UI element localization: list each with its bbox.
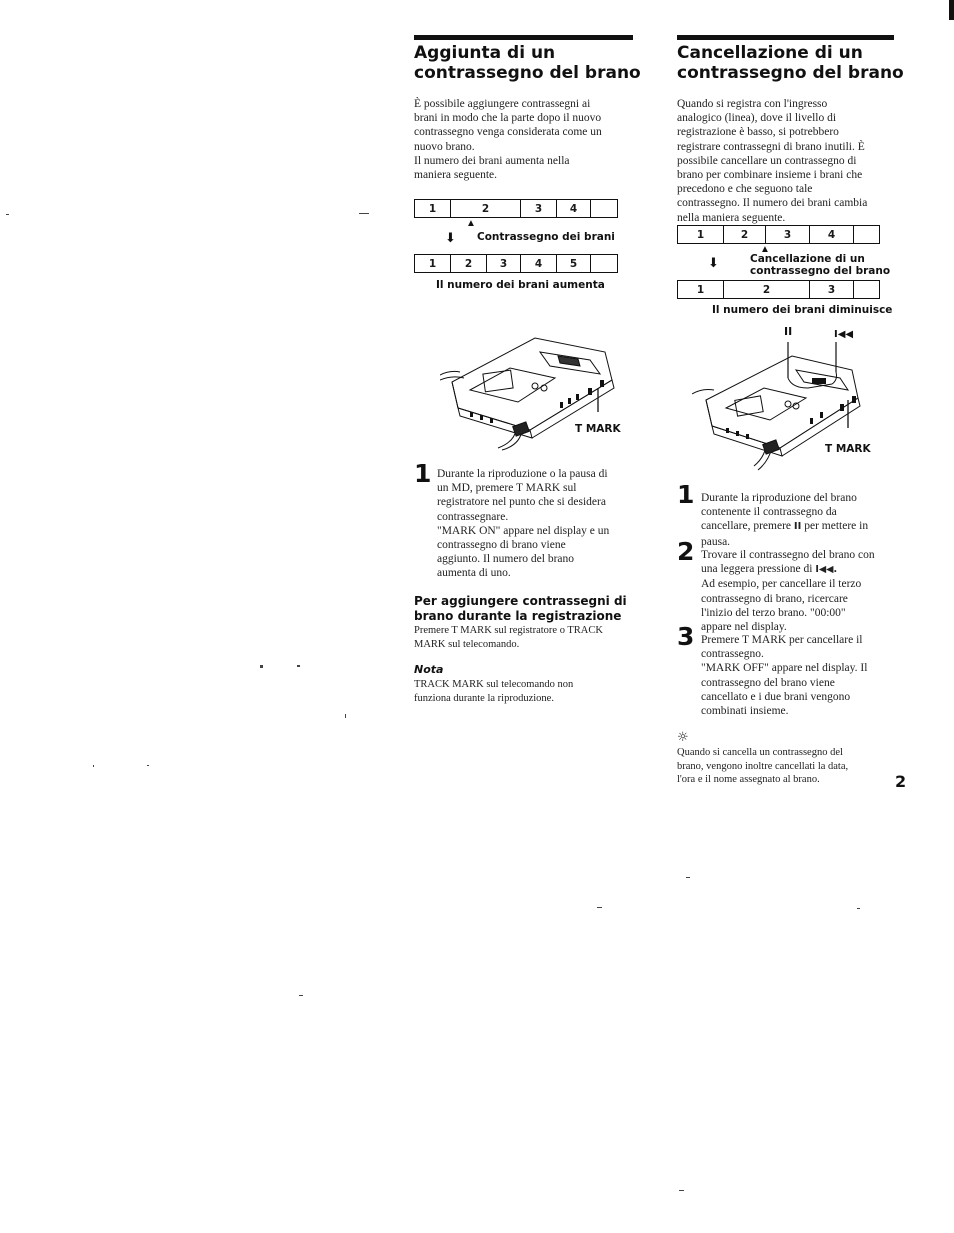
step-line: contrassegno del brano viene [701, 676, 835, 689]
right-tmark-label: T MARK [825, 443, 871, 455]
right-erase-label [750, 253, 890, 277]
left-title-line2: contrassegno del brano [414, 63, 641, 83]
down-arrow-icon: ⬇ [708, 255, 719, 270]
track-cell: 4 [521, 255, 557, 272]
track-cell: 4 [557, 200, 591, 217]
right-intro-line: registrazione è basso, si potrebbero [677, 126, 839, 139]
right-result-label: Il numero dei brani diminuisce [712, 304, 893, 316]
right-intro-line: contrassegno. Il numero dei brani cambia [677, 197, 868, 210]
left-intro [414, 97, 644, 182]
step-line [701, 519, 901, 534]
scan-speck [297, 665, 300, 667]
sub-heading-line: Per aggiungere contrassegni di [414, 594, 627, 608]
track-cell: 2 [451, 200, 521, 217]
step-line: "MARK OFF" appare nel display. Il [701, 662, 868, 675]
track-cell: 2 [724, 281, 810, 298]
md-recorder-illustration [440, 330, 620, 455]
right-track-before [677, 225, 880, 244]
scan-speck [857, 908, 860, 909]
step-line: registratore nel punto che si desidera [437, 496, 606, 509]
left-intro-line: nuovo brano. [414, 140, 475, 153]
step-line: "MARK ON" appare nel display e un [437, 524, 610, 537]
tip-icon: ☼ [677, 730, 689, 745]
step-line: Durante la riproduzione o la pausa di [437, 468, 608, 480]
scan-speck [686, 877, 690, 878]
track-cell: 2 [451, 255, 487, 272]
left-sub-text [414, 624, 644, 651]
step-line: combinati insieme. [701, 705, 789, 718]
track-cell: 1 [415, 255, 451, 272]
left-step1-text [437, 467, 642, 581]
left-tmark-label: T MARK [575, 423, 621, 435]
left-intro-line: Il numero dei brani aumenta nella [414, 154, 570, 167]
track-cell [591, 200, 617, 217]
scan-speck [299, 995, 303, 996]
step-line-part: una leggera pressione di [701, 563, 813, 576]
track-cell: 4 [810, 226, 854, 243]
scan-speck [345, 714, 346, 718]
note-text [414, 678, 644, 705]
left-mark-label: Contrassegno dei brani [477, 231, 615, 243]
step-line: Trovare il contrassegno del brano con [701, 549, 875, 561]
right-step-number: 3 [677, 622, 695, 651]
left-track-after [414, 254, 618, 273]
left-intro-line: brani in modo che la parte dopo il nuovo [414, 112, 602, 125]
step-line: l'inizio del terzo brano. "00:00" [701, 606, 846, 619]
scan-speck [93, 765, 94, 767]
scan-speck [260, 665, 263, 668]
note-line: funziona durante la riproduzione. [414, 692, 554, 704]
track-cell: 3 [810, 281, 854, 298]
left-step-number: 1 [414, 459, 432, 488]
track-cell [854, 226, 879, 243]
scan-speck [597, 907, 602, 908]
track-cell: 5 [557, 255, 591, 272]
erase-label-line: contrassegno del brano [750, 265, 891, 277]
right-intro [677, 97, 907, 225]
right-intro-line: Quando si registra con l'ingresso [677, 98, 828, 110]
left-intro-line: È possibile aggiungere contrassegni ai [414, 98, 591, 110]
left-track-before [414, 199, 618, 218]
pause-button-glyph: II [793, 521, 802, 533]
step-line-part: per mettere in [804, 520, 869, 533]
scan-speck [6, 214, 9, 215]
track-cell: 3 [521, 200, 557, 217]
step-line: contenente il contrassegno da [701, 506, 837, 519]
step-line: un MD, premere T MARK sul [437, 482, 577, 495]
note-line: TRACK MARK sul telecomando non [414, 679, 574, 690]
right-track-after [677, 280, 880, 299]
pause-symbol: II [784, 325, 793, 338]
step-line-part: cancellare, premere [701, 520, 792, 533]
left-result-label: Il numero dei brani aumenta [436, 279, 605, 291]
tip-line: l'ora e il nome assegnato al brano. [677, 774, 820, 785]
right-title-line2: contrassegno del brano [677, 63, 904, 83]
sub-heading-line: brano durante la registrazione [414, 609, 622, 623]
step-line: cancellato e i due brani vengono [701, 690, 851, 703]
right-step-number: 2 [677, 537, 695, 566]
step-line: aggiunto. Il numero del brano [437, 553, 575, 566]
right-step2-text [701, 548, 901, 634]
right-section-title [677, 43, 917, 83]
step-line: aumenta di uno. [437, 567, 511, 580]
track-cell: 3 [766, 226, 810, 243]
step-line: Ad esempio, per cancellare il terzo [701, 578, 862, 591]
right-step3-text [701, 633, 901, 718]
step-line: appare nel display. [701, 621, 787, 634]
track-cell: 1 [678, 281, 724, 298]
right-intro-line: possibile cancellare un contrassegno di [677, 154, 857, 167]
down-arrow-icon: ⬇ [445, 230, 456, 245]
tip-text [677, 746, 887, 787]
right-intro-line: brano per combinare insieme i brani che [677, 169, 863, 182]
step-line: contrassegnare. [437, 510, 509, 523]
right-intro-line: nella maniera seguente. [677, 211, 786, 224]
left-intro-line: contrassegno venga considerata come un [414, 126, 602, 139]
tip-line: brano, vengono inoltre cancellati la data, [677, 760, 849, 772]
track-cell: 3 [487, 255, 521, 272]
mark-pointer-up-icon: ▲ [466, 218, 476, 229]
sub-text-line: Premere T MARK sul registratore o TRACK [414, 625, 603, 636]
right-intro-line: precedono e che seguono tale [677, 183, 813, 196]
page-number: 2 [895, 772, 907, 791]
prev-symbol: I◀◀ [834, 329, 854, 340]
sub-text-line: MARK sul telecomando. [414, 638, 520, 650]
step-line: Premere T MARK per cancellare il [701, 634, 863, 646]
right-intro-line: registrare contrassegni di brano inutili. È [677, 140, 865, 153]
erase-label-line: Cancellazione di un [750, 253, 865, 265]
prev-button-glyph: I◀◀. [815, 564, 838, 576]
left-section-title [414, 43, 654, 83]
track-cell: 2 [724, 226, 766, 243]
step-line: contrassegno. [701, 648, 764, 661]
right-step-number: 1 [677, 480, 695, 509]
edge-mark [949, 0, 954, 20]
scan-speck [679, 1190, 684, 1191]
left-sub-heading [414, 594, 627, 624]
step-line: pausa. [701, 535, 731, 548]
track-cell: 1 [678, 226, 724, 243]
left-title-line1: Aggiunta di un [414, 43, 556, 63]
erase-pointer-up-icon: ▲ [760, 244, 770, 255]
right-intro-line: analogico (linea), dove il livello di [677, 112, 837, 125]
note-heading: Nota [414, 663, 444, 676]
right-title-line1: Cancellazione di un [677, 43, 863, 63]
tip-line: Quando si cancella un contrassegno del [677, 747, 843, 758]
track-cell [591, 255, 617, 272]
right-step1-text [701, 491, 901, 549]
step-line [701, 562, 901, 577]
left-intro-line: maniera seguente. [414, 169, 498, 182]
scan-speck [359, 213, 369, 214]
step-line: contrassegno di brano viene [437, 539, 566, 552]
right-heading-rule [677, 35, 894, 40]
track-cell [854, 281, 879, 298]
step-line: Durante la riproduzione del brano [701, 492, 857, 504]
scan-speck [147, 765, 149, 766]
step-line: contrassegno di brano, ricercare [701, 592, 848, 605]
track-cell: 1 [415, 200, 451, 217]
left-heading-rule [414, 35, 633, 40]
